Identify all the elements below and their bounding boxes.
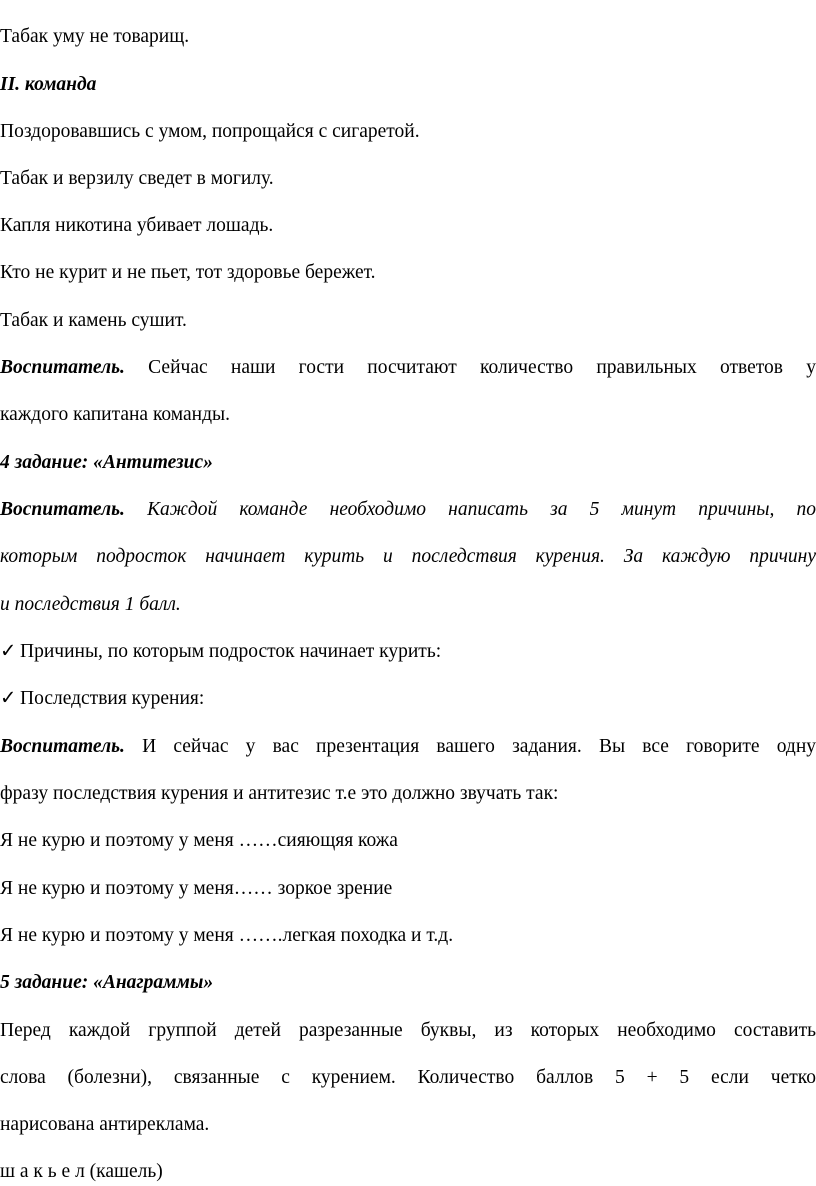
paragraph-line: и последствия 1 балл. — [0, 594, 181, 615]
paragraph-line: которым подросток начинает курить и последствия курения. За каждую причину — [0, 546, 816, 567]
paragraph-text: Сейчас наши гости посчитают количество правильных ответов у — [148, 357, 816, 378]
checkmark-icon: ✓ — [0, 641, 17, 662]
text-line: Табак и камень сушит. — [0, 310, 187, 331]
paragraph-line — [0, 734, 816, 760]
paragraph-line: слова (болезни), связанные с курением. Количество баллов 5 + 5 если четко — [0, 1067, 816, 1088]
example-line: Я не курю и поэтому у меня…… зоркое зрение — [0, 878, 393, 899]
section-heading: II. команда — [0, 74, 97, 95]
example-line: Я не курю и поэтому у меня ……сияющяя кожа — [0, 830, 398, 851]
speaker-label: Воспитатель. — [0, 736, 125, 757]
checklist-item — [0, 686, 816, 712]
paragraph-text: Каждой команде необходимо написать за 5 минут причины, по — [147, 499, 816, 520]
speaker-label: Воспитатель. — [0, 357, 125, 378]
checklist-text: Последствия курения: — [20, 688, 205, 709]
speaker-label: Воспитатель. — [0, 499, 125, 520]
text-line: Табак уму не товарищ. — [0, 26, 190, 47]
paragraph-line: фразу последствия курения и антитезис т.е это должно звучать так: — [0, 783, 559, 804]
checklist-item — [0, 639, 816, 665]
paragraph-line: каждого капитана команды. — [0, 404, 231, 425]
checklist-text: Причины, по которым подросток начинает курить: — [20, 641, 442, 662]
text-line: Поздоровавшись с умом, попрощайся с сигаретой. — [0, 121, 420, 142]
checkmark-icon: ✓ — [0, 688, 17, 709]
text-line: Табак и верзилу сведет в могилу. — [0, 168, 274, 189]
task-heading: 5 задание: «Анаграммы» — [0, 972, 214, 993]
anagram-line: ш а к ь е л (кашель) — [0, 1161, 163, 1182]
paragraph-line: Перед каждой группой детей разрезанные буквы, из которых необходимо составить — [0, 1020, 816, 1041]
text-line: Кто не курит и не пьет, тот здоровье бережет. — [0, 262, 376, 283]
paragraph-line — [0, 497, 816, 523]
paragraph-line — [0, 355, 816, 381]
task-heading: 4 задание: «Антитезис» — [0, 452, 213, 473]
paragraph-line: нарисована антиреклама. — [0, 1114, 210, 1135]
text-line: Капля никотина убивает лошадь. — [0, 215, 274, 236]
paragraph-text: И сейчас у вас презентация вашего задания. Вы все говорите одну — [142, 736, 816, 757]
example-line: Я не курю и поэтому у меня …….легкая походка и т.д. — [0, 925, 454, 946]
